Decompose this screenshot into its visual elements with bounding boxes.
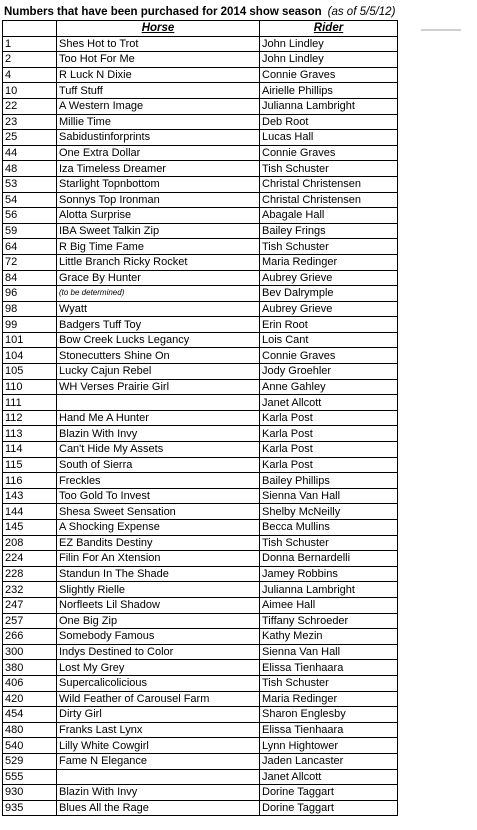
table-row — [3, 691, 476, 707]
blank-cell — [398, 52, 476, 68]
blank-cell — [398, 239, 476, 255]
table-row — [3, 738, 476, 754]
rider-cell: Maria Redinger — [260, 254, 398, 270]
table-row — [3, 753, 476, 769]
header-row — [3, 21, 476, 37]
table-row — [3, 286, 476, 302]
table-row — [3, 364, 476, 380]
horse-cell: Lucky Cajun Rebel — [57, 364, 260, 380]
rider-cell: Bailey Frings — [260, 223, 398, 239]
number-cell: 53 — [3, 176, 57, 192]
blank-cell — [398, 722, 476, 738]
horse-cell: Grace By Hunter — [57, 270, 260, 286]
table-row — [3, 395, 476, 411]
horse-cell: Iza Timeless Dreamer — [57, 161, 260, 177]
blank-cell — [398, 473, 476, 489]
number-cell: 59 — [3, 223, 57, 239]
rider-cell: Anne Gahley — [260, 379, 398, 395]
number-cell: 420 — [3, 691, 57, 707]
number-cell: 480 — [3, 722, 57, 738]
number-cell: 22 — [3, 98, 57, 114]
table-row — [3, 660, 476, 676]
blank-cell — [398, 551, 476, 567]
blank-cell — [398, 597, 476, 613]
rider-cell: Sienna Van Hall — [260, 488, 398, 504]
number-cell: 930 — [3, 785, 57, 801]
number-cell: 48 — [3, 161, 57, 177]
horse-cell: WH Verses Prairie Girl — [57, 379, 260, 395]
blank-cell — [398, 644, 476, 660]
number-cell: 540 — [3, 738, 57, 754]
blank-cell — [398, 98, 476, 114]
blank-cell — [398, 364, 476, 380]
horse-cell: Lost My Grey — [57, 660, 260, 676]
horse-cell: Little Branch Ricky Rocket — [57, 254, 260, 270]
rider-cell: Tish Schuster — [260, 675, 398, 691]
number-cell: 145 — [3, 520, 57, 536]
table-row — [3, 800, 476, 816]
spreadsheet — [2, 4, 475, 816]
blank-cell — [398, 145, 476, 161]
horse-cell: A Western Image — [57, 98, 260, 114]
number-cell: 144 — [3, 504, 57, 520]
blank-cell — [398, 582, 476, 598]
horse-cell: Blues All the Rage — [57, 800, 260, 816]
horse-cell: Sonnys Top Ironman — [57, 192, 260, 208]
horse-cell: Blazin With Invy — [57, 426, 260, 442]
number-cell: 25 — [3, 130, 57, 146]
blank-cell — [398, 504, 476, 520]
horse-cell: Norfleets Lil Shadow — [57, 597, 260, 613]
table-row — [3, 473, 476, 489]
rider-cell: Tiffany Schroeder — [260, 613, 398, 629]
number-cell: 224 — [3, 551, 57, 567]
number-cell: 23 — [3, 114, 57, 130]
number-cell: 2 — [3, 52, 57, 68]
rider-cell: Abagale Hall — [260, 208, 398, 224]
table-row — [3, 301, 476, 317]
horse-cell: Somebody Famous — [57, 629, 260, 645]
blank-cell — [398, 83, 476, 99]
rider-cell: Sharon Englesby — [260, 707, 398, 723]
number-cell: 72 — [3, 254, 57, 270]
horse-cell: Hand Me A Hunter — [57, 410, 260, 426]
blank-cell — [398, 769, 476, 785]
table-row — [3, 582, 476, 598]
table-row — [3, 410, 476, 426]
rider-cell: Lois Cant — [260, 332, 398, 348]
rider-cell: Connie Graves — [260, 145, 398, 161]
horse-cell: Millie Time — [57, 114, 260, 130]
rider-cell: Janet Allcott — [260, 395, 398, 411]
blank-cell — [398, 753, 476, 769]
table-row — [3, 161, 476, 177]
blank-cell — [398, 67, 476, 83]
number-cell: 111 — [3, 395, 57, 411]
table-row — [3, 535, 476, 551]
rider-cell: Aimee Hall — [260, 597, 398, 613]
rider-cell: Jody Groehler — [260, 364, 398, 380]
number-cell: 300 — [3, 644, 57, 660]
number-cell: 56 — [3, 208, 57, 224]
rider-cell: Julianna Lambright — [260, 98, 398, 114]
rider-cell: Deb Root — [260, 114, 398, 130]
table-row — [3, 504, 476, 520]
number-cell: 110 — [3, 379, 57, 395]
blank-cell — [398, 192, 476, 208]
blank-cell — [398, 738, 476, 754]
horse-cell: R Big Time Fame — [57, 239, 260, 255]
number-cell: 115 — [3, 457, 57, 473]
number-cell: 208 — [3, 535, 57, 551]
rider-cell: Karla Post — [260, 410, 398, 426]
rider-cell: Lynn Hightower — [260, 738, 398, 754]
blank-cell — [398, 566, 476, 582]
blank-cell — [398, 629, 476, 645]
rider-cell: Karla Post — [260, 442, 398, 458]
rider-cell: Christal Christensen — [260, 176, 398, 192]
table-row — [3, 348, 476, 364]
horse-cell: Lilly White Cowgirl — [57, 738, 260, 754]
horse-cell: Filin For An Xtension — [57, 551, 260, 567]
horse-cell: A Shocking Expense — [57, 520, 260, 536]
number-cell: 228 — [3, 566, 57, 582]
rider-cell: Airielle Phillips — [260, 83, 398, 99]
rider-cell: Julianna Lambright — [260, 582, 398, 598]
blank-cell — [398, 488, 476, 504]
number-cell: 380 — [3, 660, 57, 676]
table-row — [3, 114, 476, 130]
number-cell: 257 — [3, 613, 57, 629]
number-cell: 4 — [3, 67, 57, 83]
rider-cell: Janet Allcott — [260, 769, 398, 785]
number-cell: 104 — [3, 348, 57, 364]
blank-cell — [398, 395, 476, 411]
blank-cell — [398, 707, 476, 723]
number-cell: 266 — [3, 629, 57, 645]
rider-cell: Becca Mullins — [260, 520, 398, 536]
number-cell: 84 — [3, 270, 57, 286]
rider-cell: Tish Schuster — [260, 161, 398, 177]
number-cell: 116 — [3, 473, 57, 489]
blank-cell — [398, 161, 476, 177]
blank-cell — [398, 348, 476, 364]
blank-cell — [398, 691, 476, 707]
table-row — [3, 254, 476, 270]
horse-cell: Blazin With Invy — [57, 785, 260, 801]
blank-cell — [398, 410, 476, 426]
horse-cell: Dirty Girl — [57, 707, 260, 723]
blank-cell — [398, 442, 476, 458]
rider-cell: Erin Root — [260, 317, 398, 333]
number-cell: 232 — [3, 582, 57, 598]
blank-cell — [398, 176, 476, 192]
blank-cell — [398, 457, 476, 473]
table-row — [3, 769, 476, 785]
blank-cell — [398, 286, 476, 302]
blank-cell — [398, 675, 476, 691]
horse-cell: Supercalicolicious — [57, 675, 260, 691]
number-cell: 529 — [3, 753, 57, 769]
title-row — [2, 4, 475, 20]
table-row — [3, 379, 476, 395]
table-row — [3, 457, 476, 473]
rider-cell: Dorine Taggart — [260, 800, 398, 816]
blank-cell — [398, 800, 476, 816]
table-row — [3, 785, 476, 801]
rider-cell: Donna Bernardelli — [260, 551, 398, 567]
rider-cell: Aubrey Grieve — [260, 270, 398, 286]
table-row — [3, 83, 476, 99]
horse-cell: One Extra Dollar — [57, 145, 260, 161]
table-row — [3, 98, 476, 114]
horse-cell: South of Sierra — [57, 457, 260, 473]
table-body — [3, 36, 476, 816]
blank-cell — [398, 114, 476, 130]
horse-cell: Franks Last Lynx — [57, 722, 260, 738]
rider-cell: Sienna Van Hall — [260, 644, 398, 660]
number-cell: 10 — [3, 83, 57, 99]
rider-cell: John Lindley — [260, 52, 398, 68]
rider-cell: Connie Graves — [260, 348, 398, 364]
horse-column-header: Horse — [57, 21, 260, 37]
table-row — [3, 426, 476, 442]
rider-cell: Maria Redinger — [260, 691, 398, 707]
horse-cell: Stonecutters Shine On — [57, 348, 260, 364]
horse-cell: Too Gold To Invest — [57, 488, 260, 504]
number-cell: 935 — [3, 800, 57, 816]
horse-cell: One Big Zip — [57, 613, 260, 629]
horse-cell: Indys Destined to Color — [57, 644, 260, 660]
table-row — [3, 223, 476, 239]
numbers-table — [2, 20, 476, 816]
rider-cell: Bev Dalrymple — [260, 286, 398, 302]
rider-cell: Elissa Tienhaara — [260, 660, 398, 676]
horse-cell: Slightly Rielle — [57, 582, 260, 598]
table-row — [3, 675, 476, 691]
rider-cell: Shelby McNeilly — [260, 504, 398, 520]
table-row — [3, 629, 476, 645]
blank-cell — [398, 613, 476, 629]
blank-cell — [398, 660, 476, 676]
rider-cell: Tish Schuster — [260, 535, 398, 551]
horse-cell: Freckles — [57, 473, 260, 489]
number-cell: 44 — [3, 145, 57, 161]
number-cell: 54 — [3, 192, 57, 208]
horse-cell: Shes Hot to Trot — [57, 36, 260, 52]
number-cell: 406 — [3, 675, 57, 691]
table-row — [3, 317, 476, 333]
rider-cell: Christal Christensen — [260, 192, 398, 208]
number-cell: 454 — [3, 707, 57, 723]
table-row — [3, 270, 476, 286]
blank-cell — [398, 223, 476, 239]
table-row — [3, 239, 476, 255]
horse-cell: Shesa Sweet Sensation — [57, 504, 260, 520]
blank-cell — [398, 535, 476, 551]
blank-cell — [398, 208, 476, 224]
blank-cell — [398, 332, 476, 348]
horse-cell: Sabidustinforprints — [57, 130, 260, 146]
blank-column — [398, 21, 476, 37]
horse-cell: IBA Sweet Talkin Zip — [57, 223, 260, 239]
blank-cell — [398, 270, 476, 286]
number-cell: 105 — [3, 364, 57, 380]
table-row — [3, 52, 476, 68]
blank-cell — [398, 785, 476, 801]
table-row — [3, 597, 476, 613]
horse-cell: Too Hot For Me — [57, 52, 260, 68]
table-row — [3, 192, 476, 208]
number-cell: 96 — [3, 286, 57, 302]
number-cell: 64 — [3, 239, 57, 255]
rider-cell: Lucas Hall — [260, 130, 398, 146]
faint-mark — [421, 29, 461, 31]
horse-cell: Alotta Surprise — [57, 208, 260, 224]
rider-column-header: Rider — [260, 21, 398, 37]
blank-cell — [398, 130, 476, 146]
table-row — [3, 613, 476, 629]
horse-cell: Tuff Stuff — [57, 83, 260, 99]
table-row — [3, 566, 476, 582]
number-cell: 101 — [3, 332, 57, 348]
page-title: Numbers that have been purchased for 2014 show season — [4, 6, 322, 18]
table-row — [3, 644, 476, 660]
horse-cell: Fame N Elegance — [57, 753, 260, 769]
rider-cell: Connie Graves — [260, 67, 398, 83]
table-row — [3, 36, 476, 52]
rider-cell: Aubrey Grieve — [260, 301, 398, 317]
rider-cell: Tish Schuster — [260, 239, 398, 255]
rider-cell: John Lindley — [260, 36, 398, 52]
horse-cell: Wild Feather of Carousel Farm — [57, 691, 260, 707]
horse-cell: (to be determined) — [57, 286, 260, 302]
horse-cell: Standun In The Shade — [57, 566, 260, 582]
table-row — [3, 551, 476, 567]
number-cell: 143 — [3, 488, 57, 504]
rider-cell: Jamey Robbins — [260, 566, 398, 582]
blank-cell — [398, 520, 476, 536]
horse-cell — [57, 769, 260, 785]
horse-cell: Starlight Topnbottom — [57, 176, 260, 192]
blank-cell — [398, 301, 476, 317]
number-cell: 99 — [3, 317, 57, 333]
horse-cell: Wyatt — [57, 301, 260, 317]
number-cell: 247 — [3, 597, 57, 613]
table-row — [3, 707, 476, 723]
table-row — [3, 176, 476, 192]
number-cell: 98 — [3, 301, 57, 317]
rider-cell: Jaden Lancaster — [260, 753, 398, 769]
horse-cell: EZ Bandits Destiny — [57, 535, 260, 551]
table-row — [3, 332, 476, 348]
blank-cell — [398, 36, 476, 52]
page-subtitle: (as of 5/5/12) — [327, 6, 396, 18]
blank-cell — [398, 317, 476, 333]
horse-cell: Badgers Tuff Toy — [57, 317, 260, 333]
table-row — [3, 208, 476, 224]
rider-cell: Elissa Tienhaara — [260, 722, 398, 738]
rider-cell: Karla Post — [260, 457, 398, 473]
number-cell: 112 — [3, 410, 57, 426]
number-cell: 113 — [3, 426, 57, 442]
rider-cell: Karla Post — [260, 426, 398, 442]
blank-cell — [398, 254, 476, 270]
table-row — [3, 130, 476, 146]
table-row — [3, 488, 476, 504]
number-cell: 1 — [3, 36, 57, 52]
horse-cell: Can't Hide My Assets — [57, 442, 260, 458]
blank-cell — [398, 426, 476, 442]
horse-cell: R Luck N Dixie — [57, 67, 260, 83]
rider-cell: Kathy Mezin — [260, 629, 398, 645]
table-row — [3, 520, 476, 536]
table-row — [3, 442, 476, 458]
number-cell: 555 — [3, 769, 57, 785]
rider-cell: Dorine Taggart — [260, 785, 398, 801]
table-row — [3, 722, 476, 738]
table-row — [3, 145, 476, 161]
rider-cell: Bailey Phillips — [260, 473, 398, 489]
table-row — [3, 67, 476, 83]
number-cell: 114 — [3, 442, 57, 458]
horse-cell — [57, 395, 260, 411]
horse-cell: Bow Creek Lucks Legancy — [57, 332, 260, 348]
number-column-header — [3, 21, 57, 37]
blank-cell — [398, 379, 476, 395]
